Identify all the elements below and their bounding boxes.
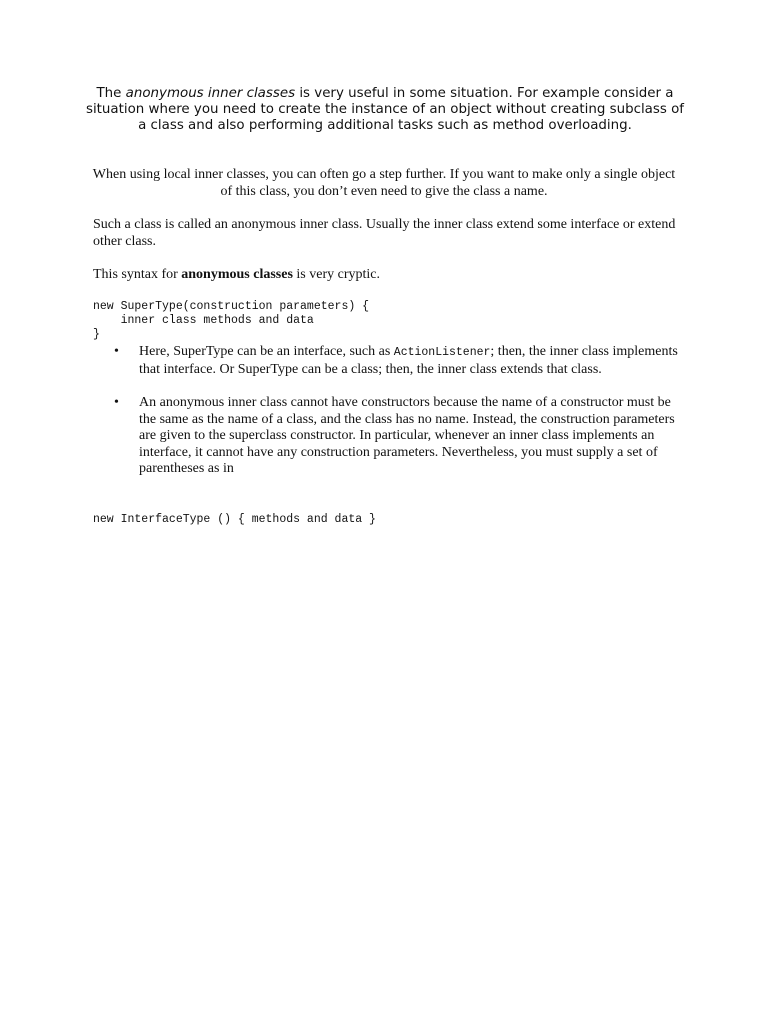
bullet-marker: • xyxy=(114,395,119,410)
bullet-list xyxy=(93,344,683,495)
local-inner-classes-paragraph: When using local inner classes, you can often go a step further. If you want to make only a single object of this class, you don’t even need to give the class a name. xyxy=(92,167,676,199)
intro-italic-term: anonymous inner classes xyxy=(125,86,296,101)
bullet-text: An anonymous inner class cannot have constructors because the name of a constructor must be the same as the name of a class, and the class has no name. Instead, the construction parameters are given to the superclass constructor. In particular, whenever an inner class implements an interface, it cannot have any construction parameters. Nevertheless, you must supply a set of parentheses as in xyxy=(139,395,675,476)
bullet-text-end: ; then, the inner class implements that interface. Or SuperType can be a class; then, the inner class extends that class. xyxy=(139,344,678,377)
code-line: inner class methods and data xyxy=(93,314,314,327)
syntax-text-end: is very cryptic. xyxy=(292,267,380,282)
bullet-item-supertype xyxy=(93,344,683,378)
syntax-paragraph xyxy=(93,267,683,284)
code-line: new SuperType(construction parameters) { xyxy=(93,300,370,313)
bullet-item-constructors xyxy=(93,395,683,478)
code-block-interfacetype: new InterfaceType () { methods and data } xyxy=(93,513,376,526)
anonymous-class-definition-paragraph: Such a class is called an anonymous inner class. Usually the inner class extend some interface or extend other class. xyxy=(93,217,676,249)
intro-text-end: is very useful in some situation. For example consider a situation where you need to create the instance of an object without creating subclass of a class and also performing additional tasks such as method overloading. xyxy=(85,86,684,133)
code-line: } xyxy=(93,328,100,341)
syntax-text-start: This syntax for xyxy=(93,267,182,282)
inline-code-actionlistener: ActionListener xyxy=(393,346,491,359)
bullet-text-start: Here, SuperType can be an interface, such as xyxy=(139,344,394,359)
intro-paragraph xyxy=(80,86,690,134)
intro-text-start: The xyxy=(96,86,126,101)
bullet-marker: • xyxy=(114,344,119,359)
syntax-bold-term: anonymous classes xyxy=(181,267,293,282)
code-block-supertype xyxy=(93,300,369,342)
